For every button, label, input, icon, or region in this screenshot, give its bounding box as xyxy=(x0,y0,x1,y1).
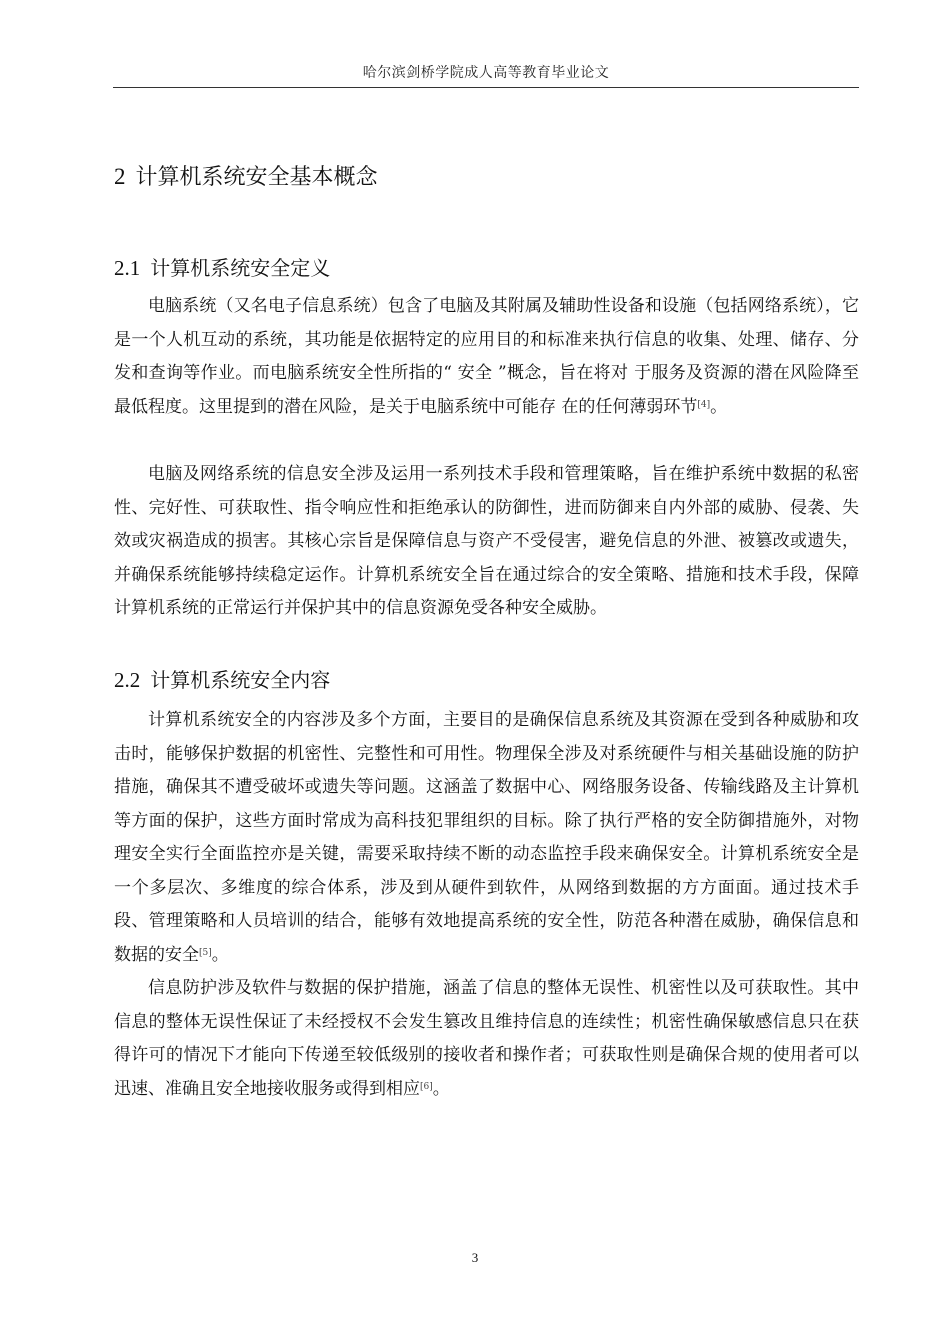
section-number: 2.2 xyxy=(114,668,141,692)
section-heading-2-1 xyxy=(114,252,330,281)
paragraph-2-1-a: 电脑系统（又名电子信息系统）包含了电脑及其附属及辅助性设备和设施（包括网络系统），它是一个人机互动的系统，其功能是依据特定的应用目的和标准来执行信息的收集、处理、储存、分发和查询等作业。而电脑系统安全性所指的“ 安全 ”概念，旨在将对 于服务及资源的潜在风险降至最低程度。这里提到的潜在风险，是关于电脑系统中可能存 在的任何薄弱环节[4]。 xyxy=(114,296,859,417)
header-divider xyxy=(113,87,859,88)
chapter-title-text: 计算机系统安全基本概念 xyxy=(135,165,378,190)
paragraph-2-2-a: 计算机系统安全的内容涉及多个方面，主要目的是确保信息系统及其资源在受到各种威胁和攻击时，能够保护数据的机密性、完整性和可用性。物理保全涉及对系统硬件与相关基础设施的防护措施，确保其不遭受破坏或遗失等问题。这涵盖了数据中心、网络服务设备、传输线路及主计算机等方面的保护，这些方面时常成为高科技犯罪组织的目标。除了执行严格的安全防御措施外，对物理安全实行全面监控亦是关键，需要采取持续不断的动态监控手段来确保安全。计算机系统安全是一个多层次、多维度的综合体系，涉及到从硬件到软件，从网络到数据的方方面面。通过技术手段、管理策略和人员培训的结合，能够有效地提高系统的安全性，防范各种潜在威胁，确保信息和数据的安全[5]。 xyxy=(114,710,859,965)
section-title-text: 计算机系统安全定义 xyxy=(150,256,331,280)
page-number: 3 xyxy=(471,1250,479,1265)
running-header: 哈尔滨剑桥学院成人高等教育毕业论文 xyxy=(362,65,610,81)
chapter-number: 2 xyxy=(114,164,126,189)
chapter-heading xyxy=(114,160,378,191)
section-heading-2-2 xyxy=(114,664,330,693)
section-number: 2.1 xyxy=(114,256,141,280)
section-title-text: 计算机系统安全内容 xyxy=(150,668,331,692)
paragraph-2-1-b: 电脑及网络系统的信息安全涉及运用一系列技术手段和管理策略，旨在维护系统中数据的私密性、完好性、可获取性、指令响应性和拒绝承认的防御性，进而防御来自内外部的威胁、侵袭、失效或灾祸造成的损害。其核心宗旨是保障信息与资产不受侵害，避免信息的外泄、被篡改或遗失，并确保系统能够持续稳定运作。计算机系统安全旨在通过综合的安全策略、措施和技术手段，保障计算机系统的正常运行并保护其中的信息资源免受各种安全威胁。 xyxy=(114,464,859,618)
citation-ref: [4] xyxy=(697,399,711,410)
paragraph-2-2-b: 信息防护涉及软件与数据的保护措施，涵盖了信息的整体无误性、机密性以及可获取性。其中信息的整体无误性保证了未经授权不会发生篡改且维持信息的连续性；机密性确保敏感信息只在获得许可的情况下才能向下传递至较低级别的接收者和操作者；可获取性则是确保合规的使用者可以迅速、准确且安全地接收服务或得到相应[6]。 xyxy=(114,978,859,1099)
citation-ref: [6] xyxy=(420,1081,433,1092)
citation-ref: [5] xyxy=(199,947,212,958)
